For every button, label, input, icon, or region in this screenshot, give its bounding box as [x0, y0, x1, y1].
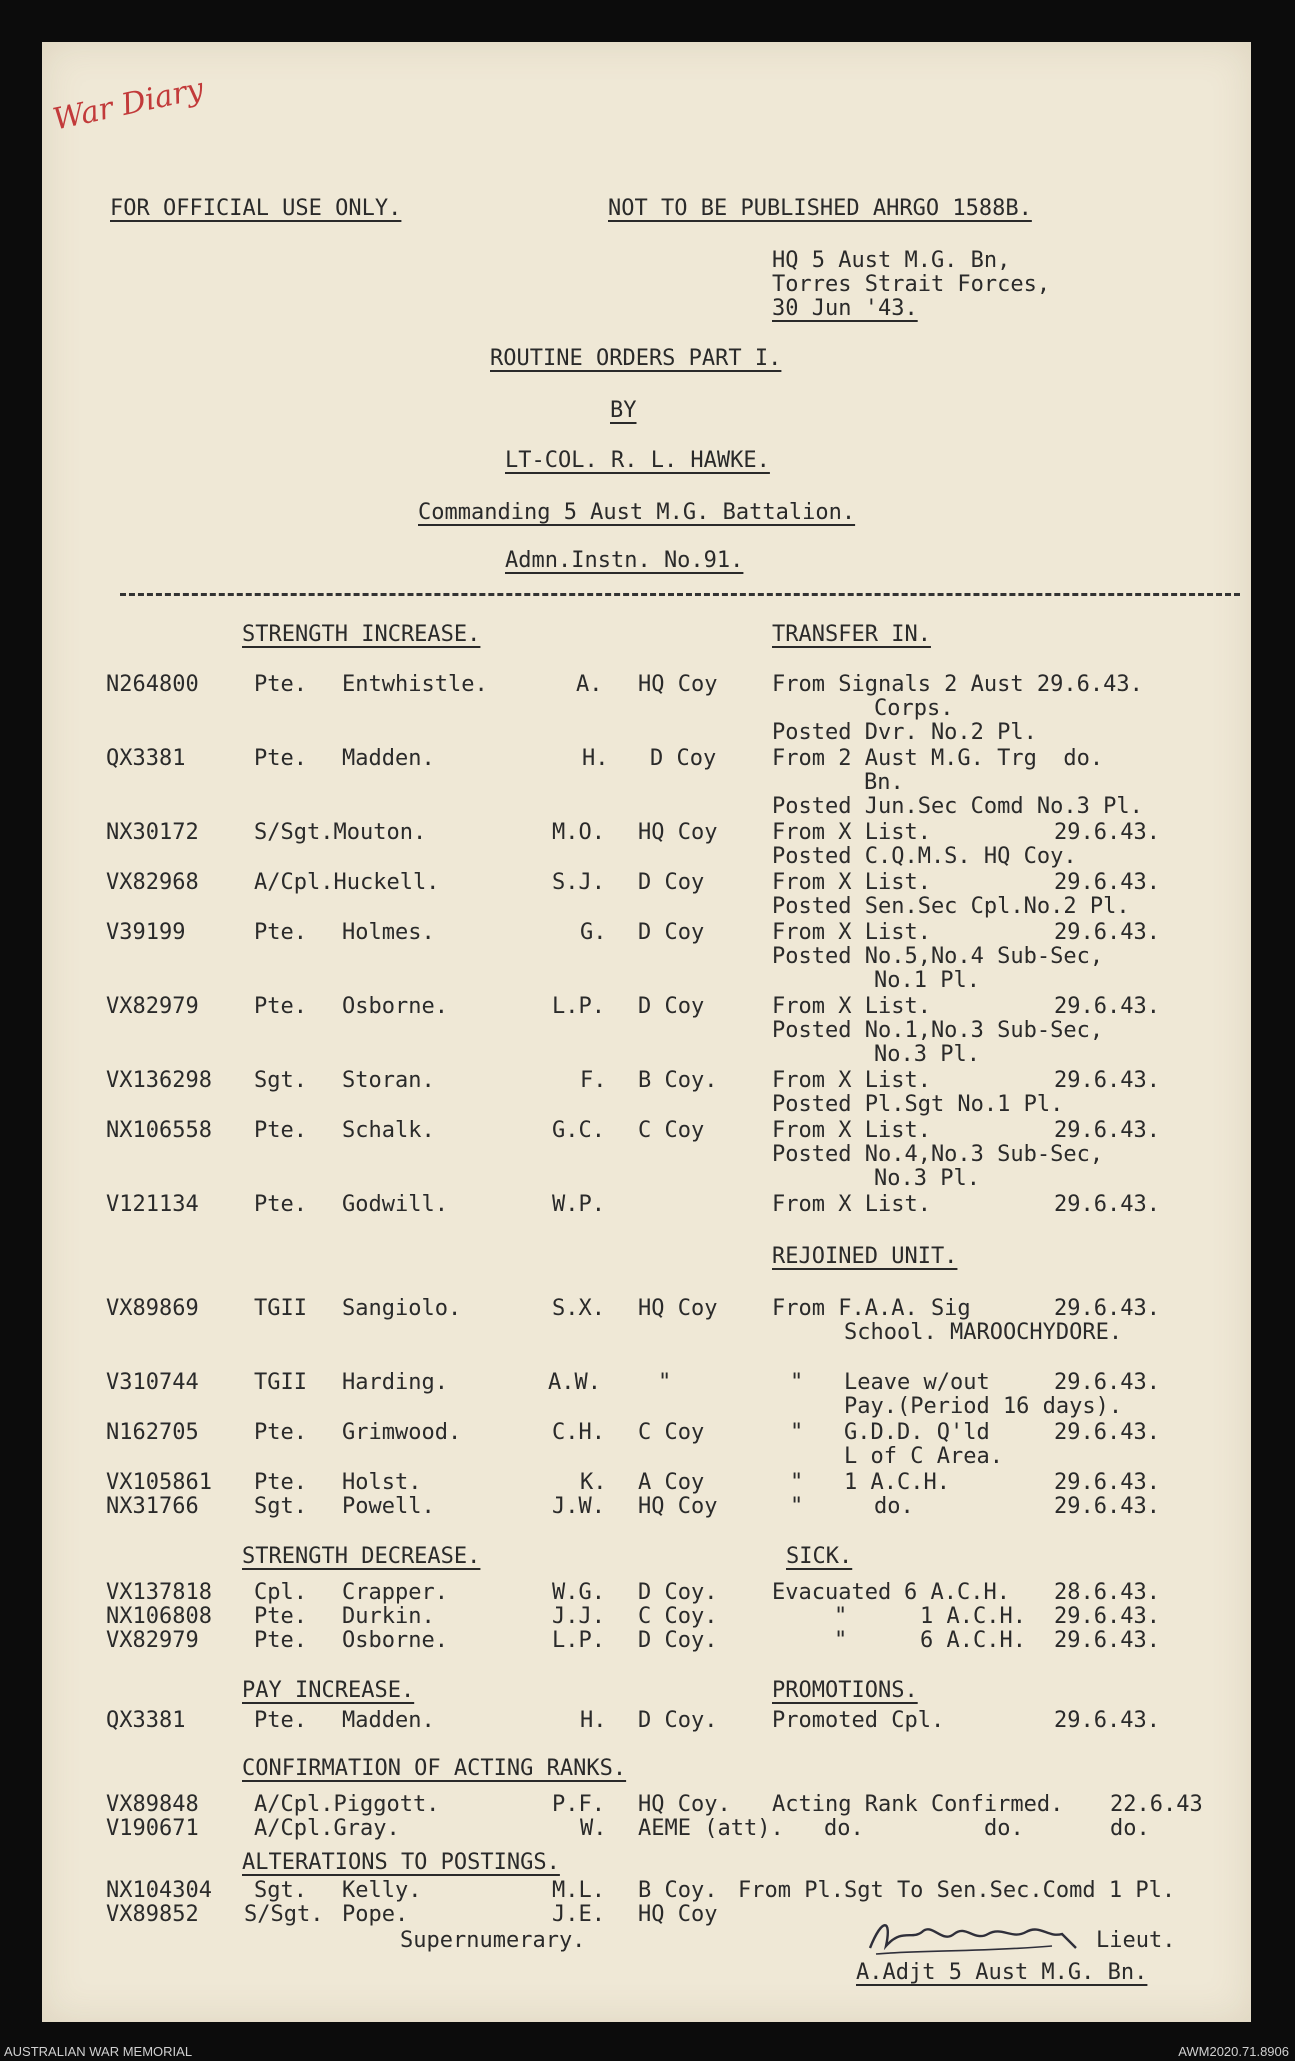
company: AEME (att).	[638, 1816, 784, 1841]
company: HQ Coy	[638, 1296, 718, 1321]
initials: K.	[580, 1470, 607, 1495]
commander-name: LT-COL. R. L. HAWKE.	[505, 448, 770, 473]
transfer-date: 29.6.43.	[1054, 1118, 1160, 1143]
posting: Posted Jun.Sec Comd No.3 Pl.	[772, 794, 1143, 819]
routine-orders-title: ROUTINE ORDERS PART I.	[490, 346, 782, 371]
company: D Coy.	[638, 1708, 718, 1733]
rank: TGII	[254, 1296, 307, 1321]
service-number: N162705	[106, 1420, 199, 1445]
promotion-detail: Promoted Cpl.	[772, 1708, 945, 1733]
initials: A.W.	[548, 1370, 601, 1395]
sick-date: 28.6.43.	[1054, 1580, 1160, 1605]
service-number: VX82979	[106, 1628, 199, 1653]
service-number: V121134	[106, 1192, 199, 1217]
initials: W.	[580, 1816, 607, 1841]
promotions-heading: PROMOTIONS.	[772, 1678, 918, 1703]
posting-cont: No.3 Pl.	[874, 1042, 980, 1067]
ditto-do: do.	[824, 1816, 864, 1841]
initials: H.	[582, 746, 609, 771]
company: HQ Coy	[638, 1494, 718, 1519]
rank-and-name: A/Cpl.Huckell.	[254, 870, 440, 895]
rejoin-date: 29.6.43.	[1054, 1370, 1160, 1395]
initials: A.	[576, 672, 603, 697]
rank: Pte.	[254, 920, 307, 945]
ditto-mark: "	[834, 1604, 848, 1629]
service-number: VX137818	[106, 1580, 212, 1605]
initials: S.J.	[552, 870, 605, 895]
posting: Posted No.1,No.3 Sub-Sec,	[772, 1018, 1104, 1043]
confirmation-detail: Acting Rank Confirmed.	[772, 1792, 1064, 1817]
service-number: N264800	[106, 672, 199, 697]
rank: Pte.	[254, 672, 307, 697]
admin-instruction: Admn.Instn. No.91.	[505, 548, 744, 573]
initials: W.G.	[552, 1580, 605, 1605]
rank: Sgt.	[254, 1068, 307, 1093]
hq-line-1: HQ 5 Aust M.G. Bn,	[772, 248, 1011, 273]
posting: Posted Dvr. No.2 Pl.	[772, 720, 1037, 745]
service-number: NX106558	[106, 1118, 212, 1143]
rank-and-name: A/Cpl.Piggott.	[254, 1792, 440, 1817]
posting: Posted C.Q.M.S. HQ Coy.	[772, 844, 1077, 869]
sick-detail: 6 A.C.H.	[904, 1580, 1010, 1605]
service-number: VX89869	[106, 1296, 199, 1321]
company: HQ Coy.	[638, 1792, 731, 1817]
sick-date: 29.6.43.	[1054, 1604, 1160, 1629]
signatory-rank: Lieut.	[1096, 1928, 1176, 1953]
service-number: V190671	[106, 1816, 199, 1841]
ditto-do: do.	[1110, 1816, 1150, 1841]
transfer-detail: From X List.	[772, 870, 931, 895]
transfer-date: 29.6.43.	[1054, 1192, 1160, 1217]
rejoin-detail: do.	[874, 1494, 914, 1519]
surname: Crapper.	[342, 1580, 448, 1605]
service-number: VX89852	[106, 1902, 199, 1927]
rejoin-detail: Leave w/out	[844, 1370, 990, 1395]
initials: J.W.	[552, 1494, 605, 1519]
alterations-heading: ALTERATIONS TO POSTINGS.	[242, 1850, 560, 1875]
service-number: VX136298	[106, 1068, 212, 1093]
surname: Madden.	[342, 746, 435, 771]
rank: Pte.	[254, 1118, 307, 1143]
rank-and-name: A/Cpl.Gray.	[254, 1816, 400, 1841]
rank: Pte.	[254, 746, 307, 771]
transfer-detail: From X List.	[772, 920, 931, 945]
company: B Coy.	[638, 1878, 718, 1903]
company: D Coy	[638, 870, 705, 895]
rejoin-detail: 1 A.C.H.	[844, 1470, 950, 1495]
company: "	[658, 1370, 672, 1395]
surname: Pope.	[342, 1902, 409, 1927]
rejoin-date: 29.6.43.	[1054, 1420, 1160, 1445]
rejoin-date: 29.6.43.	[1054, 1494, 1160, 1519]
initials: J.E.	[552, 1902, 605, 1927]
service-number: NX30172	[106, 820, 199, 845]
transfer-detail: From X List.	[772, 1068, 931, 1093]
by-title: BY	[610, 398, 637, 423]
surname: Grimwood.	[342, 1420, 462, 1445]
transfer-detail: From X List.	[772, 994, 931, 1019]
transfer-date: 29.6.43.	[1054, 1068, 1160, 1093]
transfer-detail-cont: Bn.	[864, 770, 904, 795]
company: D Coy	[638, 994, 705, 1019]
company: HQ Coy	[638, 672, 718, 697]
alteration-detail: From Pl.Sgt To Sen.Sec.Comd 1 Pl.	[738, 1878, 1176, 1903]
dashed-divider	[120, 593, 1240, 596]
archive-reference: AWM2020.71.8906	[1178, 2044, 1289, 2059]
initials: S.X.	[552, 1296, 605, 1321]
initials: H.	[580, 1708, 607, 1733]
transfer-detail: From X List.	[772, 1192, 931, 1217]
posting-cont: No.1 Pl.	[874, 968, 980, 993]
official-use-heading: FOR OFFICIAL USE ONLY.	[110, 196, 402, 221]
initials: F.	[580, 1068, 607, 1093]
strength-increase-heading: STRENGTH INCREASE.	[242, 622, 481, 647]
signatory-role: A.Adjt 5 Aust M.G. Bn.	[856, 1960, 1148, 1985]
transfer-date: 29.6.43.	[1054, 870, 1160, 895]
transfer-detail: From 2 Aust M.G. Trg do.	[772, 746, 1104, 771]
rank: Pte.	[254, 1420, 307, 1445]
alteration-detail: Supernumerary.	[400, 1928, 586, 1953]
service-number: NX106808	[106, 1604, 212, 1629]
surname: Holst.	[342, 1470, 422, 1495]
service-number: V310744	[106, 1370, 199, 1395]
surname: Durkin.	[342, 1604, 435, 1629]
surname: Storan.	[342, 1068, 435, 1093]
initials: J.J.	[552, 1604, 605, 1629]
company: C Coy	[638, 1118, 705, 1143]
surname: Godwill.	[342, 1192, 448, 1217]
promotion-date: 29.6.43.	[1054, 1708, 1160, 1733]
surname: Osborne.	[342, 1628, 448, 1653]
sick-date: 29.6.43.	[1054, 1628, 1160, 1653]
rejoin-detail-cont: School. MAROOCHYDORE.	[844, 1320, 1123, 1345]
ditto-mark: "	[834, 1628, 848, 1653]
posting: Posted No.5,No.4 Sub-Sec,	[772, 944, 1104, 969]
rank: Pte.	[254, 1470, 307, 1495]
rank: Pte.	[254, 1192, 307, 1217]
transfer-detail: From Signals 2 Aust 29.6.43.	[772, 672, 1143, 697]
rank: Pte.	[254, 1604, 307, 1629]
posting-cont: No.3 Pl.	[874, 1166, 980, 1191]
transfer-detail: From X List.	[772, 820, 931, 845]
war-diary-annotation: War Diary	[49, 71, 207, 138]
company: C Coy.	[638, 1604, 718, 1629]
archive-credit: AUSTRALIAN WAR MEMORIAL	[4, 2044, 193, 2059]
rank: Sgt.	[254, 1878, 307, 1903]
service-number: QX3381	[106, 746, 186, 771]
not-to-be-published-heading: NOT TO BE PUBLISHED AHRGO 1588B.	[608, 196, 1032, 221]
initials: P.F.	[552, 1792, 605, 1817]
company: D Coy	[638, 920, 705, 945]
service-number: VX82979	[106, 994, 199, 1019]
ditto-mark: "	[790, 1470, 804, 1495]
rank-and-name: S/Sgt.Mouton.	[254, 820, 427, 845]
rank: Pte.	[254, 1708, 307, 1733]
surname: Entwhistle.	[342, 672, 488, 697]
service-number: VX105861	[106, 1470, 212, 1495]
surname: Kelly.	[342, 1878, 422, 1903]
signature-scribble	[862, 1910, 1102, 1960]
service-number: VX89848	[106, 1792, 199, 1817]
initials: L.P.	[552, 994, 605, 1019]
ditto-mark: "	[790, 1420, 804, 1445]
service-number: V39199	[106, 920, 186, 945]
sick-detail: 1 A.C.H.	[920, 1604, 1026, 1629]
ditto-mark: "	[790, 1494, 804, 1519]
rank: Pte.	[254, 994, 307, 1019]
initials: C.H.	[552, 1420, 605, 1445]
initials: W.P.	[552, 1192, 605, 1217]
company: A Coy	[638, 1470, 705, 1495]
ditto-mark: "	[790, 1370, 804, 1395]
company: D Coy	[650, 746, 717, 771]
initials: G.	[580, 920, 607, 945]
transfer-detail-cont: Corps.	[874, 696, 954, 721]
transfer-date: 29.6.43.	[1054, 920, 1160, 945]
surname: Osborne.	[342, 994, 448, 1019]
posting: Posted Sen.Sec Cpl.No.2 Pl.	[772, 894, 1130, 919]
transfer-date: 29.6.43.	[1054, 994, 1160, 1019]
service-number: VX82968	[106, 870, 199, 895]
initials: M.L.	[552, 1878, 605, 1903]
rejoin-detail: G.D.D. Q'ld	[844, 1420, 990, 1445]
rank: Pte.	[254, 1628, 307, 1653]
surname: Sangiolo.	[342, 1296, 462, 1321]
commanding-line: Commanding 5 Aust M.G. Battalion.	[418, 500, 856, 525]
service-number: QX3381	[106, 1708, 186, 1733]
sick-status: Evacuated	[772, 1580, 892, 1605]
rank: TGII	[254, 1370, 307, 1395]
rank: S/Sgt.	[244, 1902, 324, 1927]
pay-increase-heading: PAY INCREASE.	[242, 1678, 415, 1703]
service-number: NX104304	[106, 1878, 212, 1903]
rank: Sgt.	[254, 1494, 307, 1519]
sick-heading: SICK.	[786, 1544, 853, 1569]
hq-line-2: Torres Strait Forces,	[772, 272, 1051, 297]
rank: Cpl.	[254, 1580, 307, 1605]
transfer-detail: From X List.	[772, 1118, 931, 1143]
posting: Posted Pl.Sgt No.1 Pl.	[772, 1092, 1064, 1117]
company: B Coy.	[638, 1068, 718, 1093]
rejoined-unit-heading: REJOINED UNIT.	[772, 1244, 958, 1269]
surname: Powell.	[342, 1494, 435, 1519]
confirmation-heading: CONFIRMATION OF ACTING RANKS.	[242, 1756, 627, 1781]
surname: Schalk.	[342, 1118, 435, 1143]
company: D Coy.	[638, 1580, 718, 1605]
company: HQ Coy	[638, 820, 718, 845]
surname: Madden.	[342, 1708, 435, 1733]
initials: M.O.	[552, 820, 605, 845]
rejoin-detail-cont: Pay.(Period 16 days).	[844, 1394, 1123, 1419]
rejoin-date: 29.6.43.	[1054, 1296, 1160, 1321]
posting: Posted No.4,No.3 Sub-Sec,	[772, 1142, 1104, 1167]
surname: Harding.	[342, 1370, 448, 1395]
rejoin-detail: From F.A.A. Sig	[772, 1296, 971, 1321]
initials: G.C.	[552, 1118, 605, 1143]
hq-date: 30 Jun '43.	[772, 296, 918, 321]
company: HQ Coy	[638, 1902, 718, 1927]
rejoin-detail-cont: L of C Area.	[844, 1444, 1003, 1469]
strength-decrease-heading: STRENGTH DECREASE.	[242, 1544, 481, 1569]
ditto-do: do.	[984, 1816, 1024, 1841]
transfer-in-heading: TRANSFER IN.	[772, 622, 931, 647]
rejoin-date: 29.6.43.	[1054, 1470, 1160, 1495]
initials: L.P.	[552, 1628, 605, 1653]
service-number: NX31766	[106, 1494, 199, 1519]
company: C Coy	[638, 1420, 705, 1445]
sick-detail: 6 A.C.H.	[920, 1628, 1026, 1653]
confirmation-date: 22.6.43	[1110, 1792, 1203, 1817]
surname: Holmes.	[342, 920, 435, 945]
transfer-date: 29.6.43.	[1054, 820, 1160, 845]
company: D Coy.	[638, 1628, 718, 1653]
